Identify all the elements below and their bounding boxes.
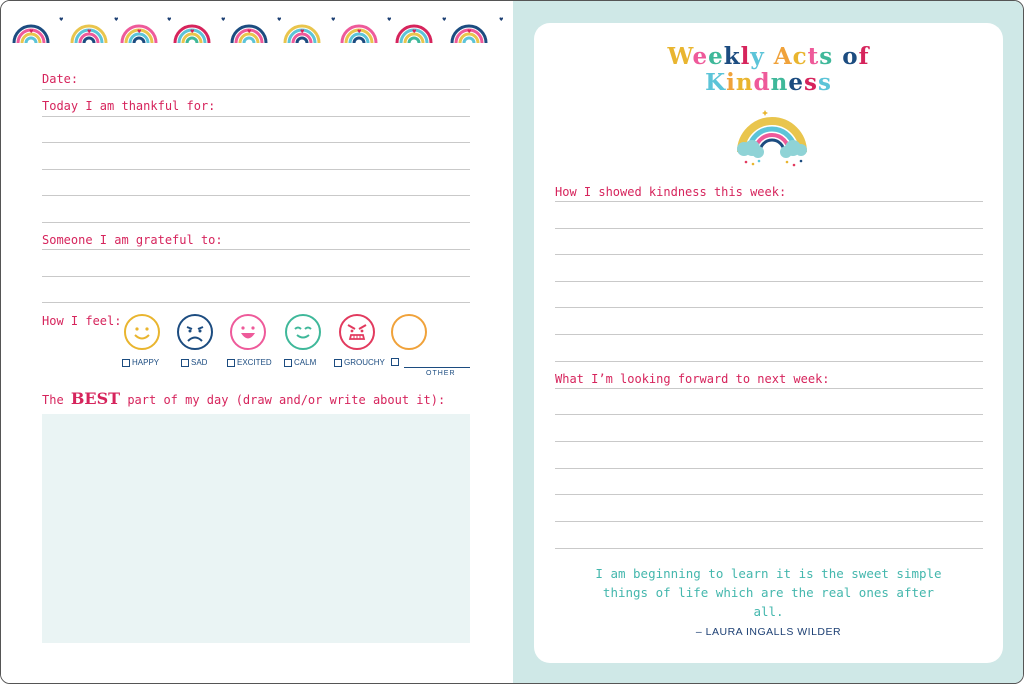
checkbox-icon[interactable] [391, 358, 399, 366]
svg-text:♥: ♥ [29, 29, 34, 35]
writing-line[interactable] [555, 334, 983, 335]
writing-line[interactable] [555, 468, 983, 469]
svg-text:♥: ♥ [247, 29, 252, 35]
other-write-line[interactable] [404, 367, 470, 368]
svg-text:♥: ♥ [300, 29, 305, 35]
other-label: OTHER [426, 370, 456, 377]
svg-text:♥: ♥ [59, 17, 64, 23]
calm-face-icon[interactable] [285, 314, 321, 350]
date-label: Date: [42, 72, 79, 86]
sad-face-icon[interactable] [177, 314, 213, 350]
best-prefix: The [42, 393, 71, 407]
grateful-label: Someone I am grateful to: [42, 233, 223, 247]
writing-line[interactable] [555, 201, 983, 202]
sad-checkbox[interactable] [181, 358, 207, 367]
sad-checkbox-label: SAD [191, 358, 208, 367]
svg-text:♥: ♥ [387, 17, 392, 23]
title-text: Kindness [705, 69, 832, 96]
quote-text: I am beginning to learn it is the sweet simple things of life which are the real ones after all. [595, 566, 942, 619]
forward-label: What I’m looking forward to next week: [555, 372, 830, 386]
writing-line[interactable] [42, 142, 470, 143]
svg-text:♥: ♥ [467, 29, 472, 35]
svg-text:♥: ♥ [221, 17, 226, 23]
title-text: Weekly Acts of [667, 43, 870, 70]
other-checkbox[interactable] [391, 358, 399, 366]
excited-checkbox-label: EXCITED [237, 358, 272, 367]
rainbow-border-decoration [9, 9, 509, 45]
feel-label: How I feel: [42, 314, 122, 328]
writing-line[interactable] [555, 388, 983, 389]
drawing-area[interactable] [42, 414, 470, 643]
title-line-2 [534, 69, 1003, 96]
grouchy-checkbox-label: GROUCHY [344, 358, 385, 367]
happy-checkbox[interactable] [122, 358, 159, 367]
svg-text:♥: ♥ [499, 17, 504, 23]
best-part-label [42, 389, 445, 408]
svg-text:♥: ♥ [87, 29, 92, 35]
excited-face-icon[interactable] [230, 314, 266, 350]
writing-line[interactable] [42, 116, 470, 117]
writing-line[interactable] [42, 169, 470, 170]
writing-line[interactable] [555, 414, 983, 415]
kindness-label: How I showed kindness this week: [555, 185, 787, 199]
svg-text:♥: ♥ [442, 17, 447, 23]
grouchy-face-icon[interactable] [339, 314, 375, 350]
svg-text:♥: ♥ [357, 29, 362, 35]
svg-text:♥: ♥ [412, 29, 417, 35]
svg-text:♥: ♥ [114, 17, 119, 23]
happy-face-icon[interactable] [124, 314, 160, 350]
calm-checkbox[interactable] [284, 358, 316, 367]
grouchy-checkbox[interactable] [334, 358, 385, 367]
checkbox-icon[interactable] [334, 359, 342, 367]
svg-text:♥: ♥ [331, 17, 336, 23]
best-word: BEST [70, 389, 121, 408]
checkbox-icon[interactable] [284, 359, 292, 367]
thankful-label: Today I am thankful for: [42, 99, 216, 113]
quote-author: – LAURA INGALLS WILDER [695, 626, 842, 638]
date-line[interactable] [42, 89, 470, 90]
writing-line[interactable] [555, 254, 983, 255]
svg-text:♥: ♥ [190, 29, 195, 35]
title-line-1 [534, 43, 1003, 70]
writing-line[interactable] [555, 307, 983, 308]
checkbox-icon[interactable] [181, 359, 189, 367]
rainbow-cloud-icon [735, 102, 809, 168]
writing-line[interactable] [555, 521, 983, 522]
writing-line[interactable] [555, 361, 983, 362]
kindness-card [534, 23, 1003, 663]
left-page [1, 1, 513, 684]
blank-face-icon[interactable] [391, 314, 427, 350]
writing-line[interactable] [555, 548, 983, 549]
writing-line[interactable] [555, 228, 983, 229]
checkbox-icon[interactable] [122, 359, 130, 367]
svg-text:♥: ♥ [167, 17, 172, 23]
writing-line[interactable] [42, 222, 470, 223]
checkbox-icon[interactable] [227, 359, 235, 367]
svg-text:♥: ♥ [277, 17, 282, 23]
svg-text:♥: ♥ [137, 29, 142, 35]
happy-checkbox-label: HAPPY [132, 358, 160, 367]
right-page [513, 1, 1024, 684]
writing-line[interactable] [42, 249, 470, 250]
writing-line[interactable] [42, 302, 470, 303]
best-suffix: part of my day (draw and/or write about it): [120, 393, 446, 407]
writing-line[interactable] [42, 276, 470, 277]
writing-line[interactable] [555, 494, 983, 495]
calm-checkbox-label: CALM [294, 358, 317, 367]
writing-line[interactable] [555, 281, 983, 282]
writing-line[interactable] [555, 441, 983, 442]
writing-line[interactable] [42, 195, 470, 196]
excited-checkbox[interactable] [227, 358, 272, 367]
